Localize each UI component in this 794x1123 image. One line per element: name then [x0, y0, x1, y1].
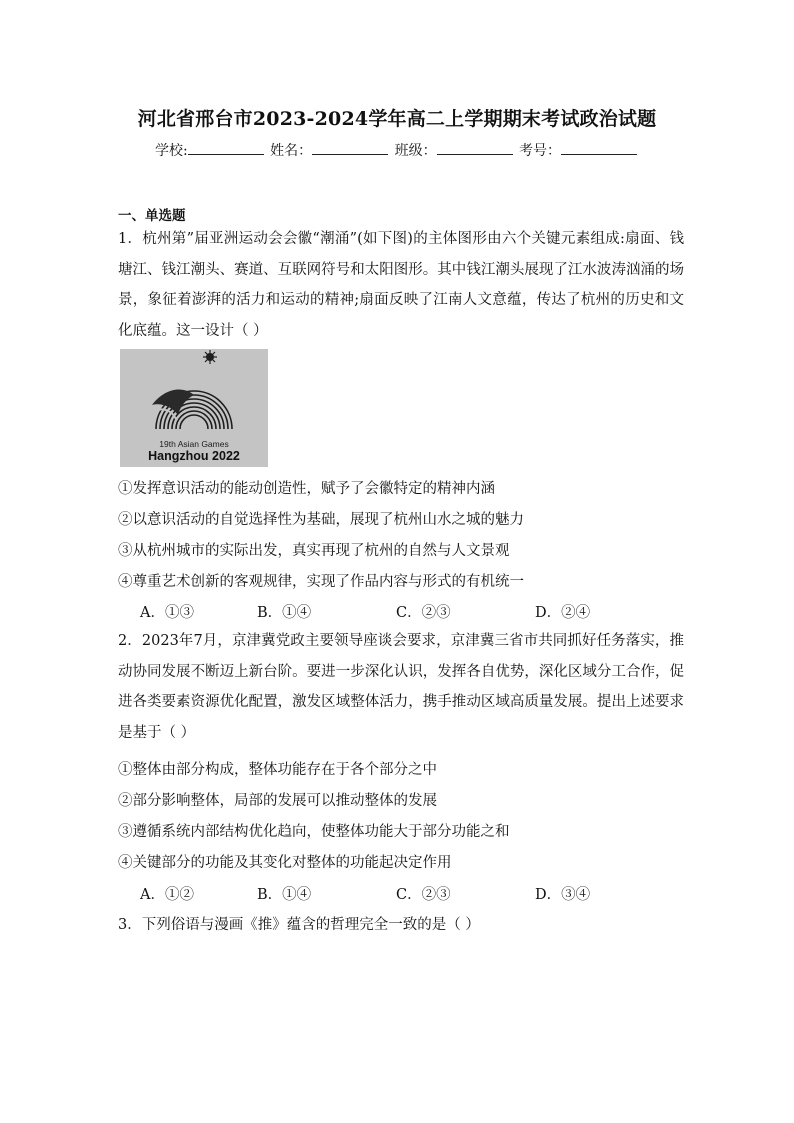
q1-statement-3: ③从杭州城市的实际出发，真实再现了杭州的自然与人文景观 — [118, 543, 510, 559]
class-blank[interactable] — [437, 140, 513, 155]
q1-option-c[interactable]: C．②③ — [396, 605, 451, 621]
section-heading: 一、单选题 — [118, 208, 186, 224]
student-info-line — [0, 140, 794, 160]
q1-statement-4: ④尊重艺术创新的客观规律，实现了作品内容与形式的有机统一 — [118, 574, 524, 590]
q2-option-b[interactable]: B．①④ — [257, 887, 312, 903]
q1-option-d[interactable]: D．②④ — [535, 605, 591, 621]
emblem-caption-event: 19th Asian Games — [159, 439, 229, 449]
question-3-text: 3．下列俗语与漫画《推》蕴含的哲理完全一致的是（ ） — [118, 917, 480, 933]
q2-option-c[interactable]: C．②③ — [396, 887, 451, 903]
q2-statement-3: ③遵循系统内部结构优化趋向，使整体功能大于部分功能之和 — [118, 824, 510, 840]
class-label: 班级： — [394, 143, 437, 159]
q2-option-d[interactable]: D．③④ — [535, 887, 591, 903]
question-1-text: 1．杭州第”届亚洲运动会会徽“潮涌”(如下图)的主体图形由六个关键元素组成:扇面、钱塘江、钱江潮头、赛道、互联网符号和太阳图形。其中钱江潮头展现了江水波涛汹涌的场景，象征着澎湃的活力和运动的精神;扇面反映了江南人文意蕴，传达了杭州的历史和文化底蕴。这一设计（ ） — [118, 231, 684, 339]
exam-number-label: 考号： — [519, 143, 562, 159]
q1-option-b[interactable]: B．①④ — [257, 605, 312, 621]
school-blank[interactable] — [188, 140, 264, 155]
exam-title: 河北省邢台市2023-2024学年高二上学期期末考试政治试题 — [137, 108, 657, 130]
emblem-caption-city: Hangzhou 2022 — [148, 449, 240, 463]
name-blank[interactable] — [312, 140, 388, 155]
name-label: 姓名： — [270, 143, 313, 159]
exam-number-blank[interactable] — [561, 140, 637, 155]
asian-games-emblem-image — [120, 349, 268, 467]
q2-statement-2: ②部分影响整体，局部的发展可以推动整体的发展 — [118, 793, 437, 809]
q2-statement-1: ①整体由部分构成，整体功能存在于各个部分之中 — [118, 762, 437, 778]
question-2-text: 2．2023年7月，京津冀党政主要领导座谈会要求，京津冀三省市共同抓好任务落实，推动协同发展不断迈上新台阶。要进一步深化认识，发挥各自优势，深化区域分工合作，促进各类要素资源优化配置，激发区域整体活力，携手推动区域高质量发展。提出上述要求是基于（ ） — [118, 633, 684, 741]
school-label: 学校: — [154, 143, 188, 159]
q1-statement-1: ①发挥意识活动的能动创造性，赋予了会徽特定的精神内涵 — [118, 481, 495, 497]
q1-statement-2: ②以意识活动的自觉选择性为基础，展现了杭州山水之城的魅力 — [118, 512, 524, 528]
q1-option-a[interactable]: A．①③ — [140, 605, 194, 621]
q2-option-a[interactable]: A．①② — [140, 887, 194, 903]
q2-statement-4: ④关键部分的功能及其变化对整体的功能起决定作用 — [118, 855, 452, 871]
